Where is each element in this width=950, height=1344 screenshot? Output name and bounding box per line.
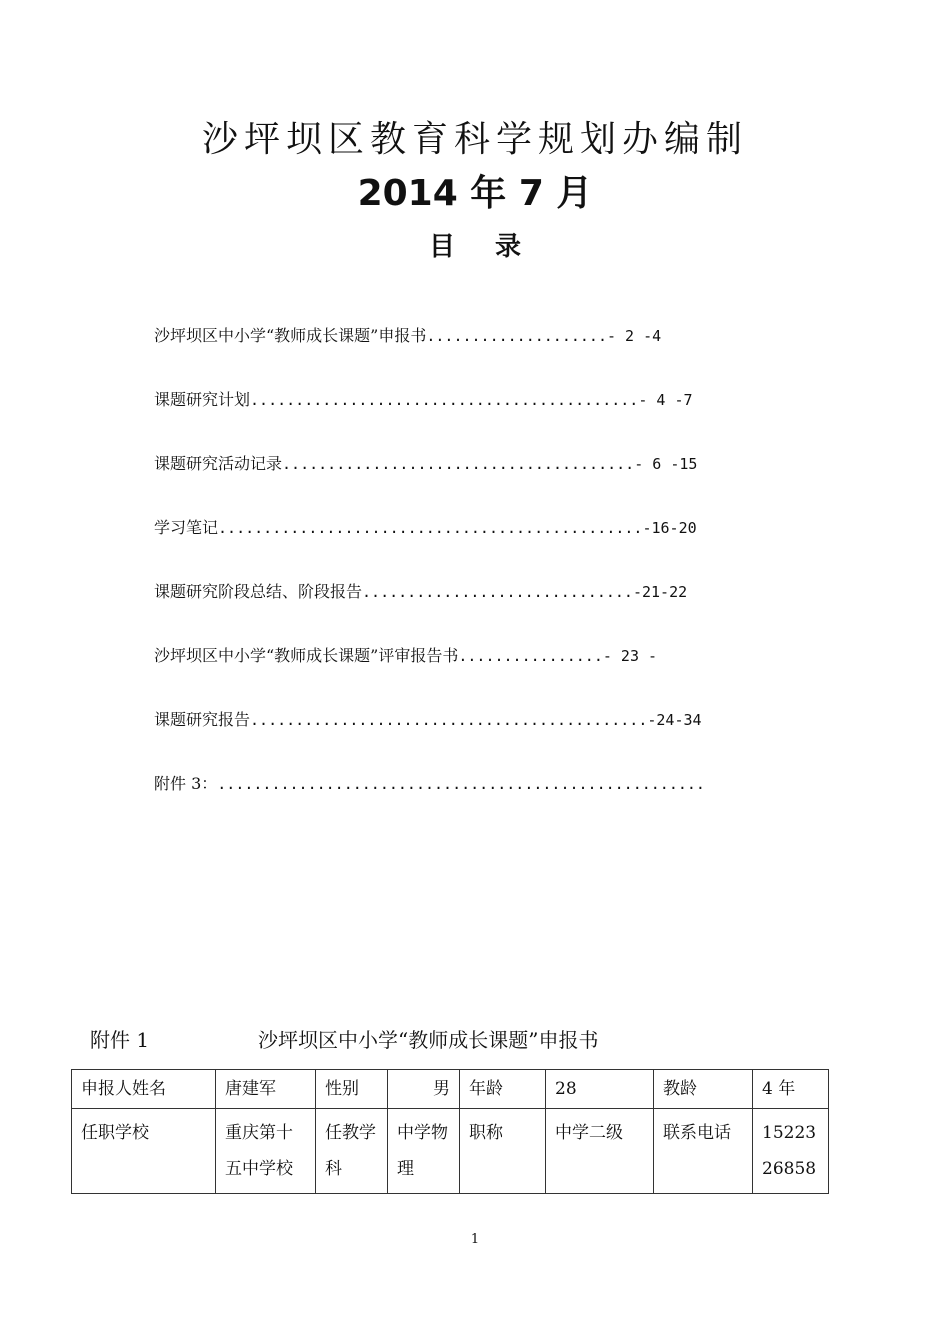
toc-item[interactable] xyxy=(154,386,754,450)
toc-item[interactable] xyxy=(154,642,754,706)
application-form-table xyxy=(71,1069,829,1194)
phone-label: 联系电话 xyxy=(654,1109,753,1194)
page-title: 沙坪坝区教育科学规划办编制 xyxy=(201,119,748,160)
toc-item-pages: -24-34 xyxy=(647,711,702,729)
toc-item-label: 课题研究报告 xyxy=(154,710,251,729)
toc-item-pages: -21-22 xyxy=(632,583,688,601)
toc-item-label: 沙坪坝区中小学“教师成长课题”申报书 xyxy=(154,326,427,345)
toc-item-label: 学习笔记 xyxy=(154,518,219,537)
subject-value: 中学物理 xyxy=(388,1109,460,1194)
subject-label: 任教学科 xyxy=(316,1109,388,1194)
toc-item-pages: -16-20 xyxy=(642,519,697,537)
teaching-years-value: 4 年 xyxy=(753,1070,829,1109)
gender-label: 性别 xyxy=(316,1070,388,1109)
job-title-label: 职称 xyxy=(460,1109,546,1194)
toc-item-dots: ....................................... xyxy=(282,455,635,473)
date-subtitle: 2014 年 7 月 xyxy=(357,173,593,214)
phone-value: 1522326858 xyxy=(753,1109,829,1194)
toc-item[interactable] xyxy=(154,770,754,834)
toc-item-label: 附件 3： xyxy=(154,774,218,793)
table-row xyxy=(72,1070,829,1109)
gender-value: 男 xyxy=(388,1070,460,1109)
applicant-name-label: 申报人姓名 xyxy=(72,1070,216,1109)
annex-title: 沙坪坝区中小学“教师成长课题”申报书 xyxy=(258,1028,599,1052)
toc-item[interactable] xyxy=(154,706,754,770)
toc-item[interactable] xyxy=(154,450,754,514)
toc-heading: 目录 xyxy=(428,232,561,262)
toc-item-label: 课题研究计划 xyxy=(154,390,251,409)
toc-item[interactable] xyxy=(154,578,754,642)
toc-item-dots: .................... xyxy=(426,327,607,345)
toc-item-label: 沙坪坝区中小学“教师成长课题”评审报告书 xyxy=(154,646,459,665)
toc-item[interactable] xyxy=(154,322,754,386)
age-value: 28 xyxy=(546,1070,654,1109)
annex-label: 附件 1 xyxy=(90,1028,150,1052)
job-title-value: 中学二级 xyxy=(546,1109,654,1194)
table-row xyxy=(72,1109,829,1194)
applicant-name-value: 唐建军 xyxy=(216,1070,316,1109)
toc-item-label: 课题研究阶段总结、阶段报告 xyxy=(154,582,363,601)
school-value: 重庆第十五中学校 xyxy=(216,1109,316,1194)
toc-item-dots: ........................................... xyxy=(250,391,639,409)
toc-item-pages: - 2 -4 xyxy=(607,327,662,345)
toc-item-dots: ............................................... xyxy=(218,519,643,537)
annex-heading xyxy=(90,1026,598,1054)
school-label: 任职学校 xyxy=(72,1109,216,1194)
table-of-contents xyxy=(154,322,754,834)
toc-item-dots: ................ xyxy=(458,647,603,665)
toc-item-pages: - 4 -7 xyxy=(638,391,693,409)
toc-item[interactable] xyxy=(154,514,754,578)
page-number: 1 xyxy=(470,1232,480,1247)
toc-item-dots: ...................................................... xyxy=(217,775,705,793)
teaching-years-label: 教龄 xyxy=(654,1070,753,1109)
toc-item-dots: ............................................ xyxy=(250,711,648,729)
toc-item-label: 课题研究活动记录 xyxy=(154,454,283,473)
toc-item-pages: - 6 -15 xyxy=(634,455,698,473)
toc-item-pages: - 23 - xyxy=(602,647,658,665)
toc-item-dots: .............................. xyxy=(362,583,633,601)
age-label: 年龄 xyxy=(460,1070,546,1109)
